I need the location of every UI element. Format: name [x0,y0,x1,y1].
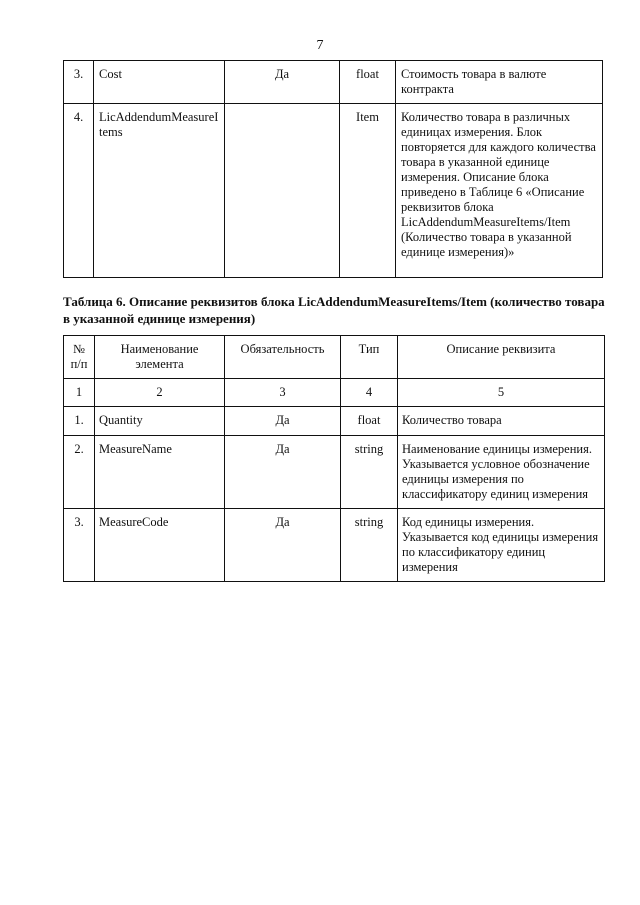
index-cell: 2 [95,379,225,407]
cell-description: Наименование единицы измерения. Указывается условное обозначение единицы измерения по классификатору единиц измерения [398,436,605,509]
header-required: Обязательность [225,336,341,379]
cell-description: Код единицы измерения. Указывается код единицы измерения по классификатору единиц измерения [398,509,605,582]
header-description: Описание реквизита [398,336,605,379]
cell-required: Да [225,436,341,509]
table-row [64,61,603,104]
page-number: 7 [316,38,324,53]
table-row [64,436,605,509]
table-row [64,407,605,436]
cell-num: 1. [64,407,95,436]
cell-required: Да [225,61,340,104]
cell-description: Количество товара в различных единицах измерения. Блок повторяется для каждого количества товара в указанной единице измерения. Описание блока приведено в Таблице 6 «Описание реквизитов блока LicAddendumMeasureItems/Item (Количество товара в указанной единице измерения)» [396,104,603,278]
cell-type: string [341,509,398,582]
cell-description: Стоимость товара в валюте контракта [396,61,603,104]
cell-name: MeasureName [95,436,225,509]
cell-required: Да [225,407,341,436]
table-row [64,104,603,278]
cell-required [225,104,340,278]
cell-num: 3. [64,61,94,104]
index-cell: 4 [341,379,398,407]
table-row [64,509,605,582]
cell-num: 2. [64,436,95,509]
cell-type: float [341,407,398,436]
table-caption: Таблица 6. Описание реквизитов блока LicAddendumMeasureItems/Item (количество товара в указанной единице измерения) [63,294,605,326]
cell-type: float [340,61,396,104]
header-name: Наименование элемента [95,336,225,379]
table-continued [63,60,603,278]
cell-description: Количество товара [398,407,605,436]
table-header-row [64,336,605,379]
header-num: № п/п [64,336,95,379]
cell-required: Да [225,509,341,582]
cell-name: Quantity [95,407,225,436]
cell-name: LicAddendumMeasureItems [94,104,225,278]
cell-num: 3. [64,509,95,582]
cell-type: string [341,436,398,509]
cell-name: MeasureCode [95,509,225,582]
header-type: Тип [341,336,398,379]
index-cell: 5 [398,379,605,407]
index-row [64,379,605,407]
table-6 [63,335,605,582]
cell-num: 4. [64,104,94,278]
index-cell: 1 [64,379,95,407]
index-cell: 3 [225,379,341,407]
cell-type: Item [340,104,396,278]
cell-name: Cost [94,61,225,104]
